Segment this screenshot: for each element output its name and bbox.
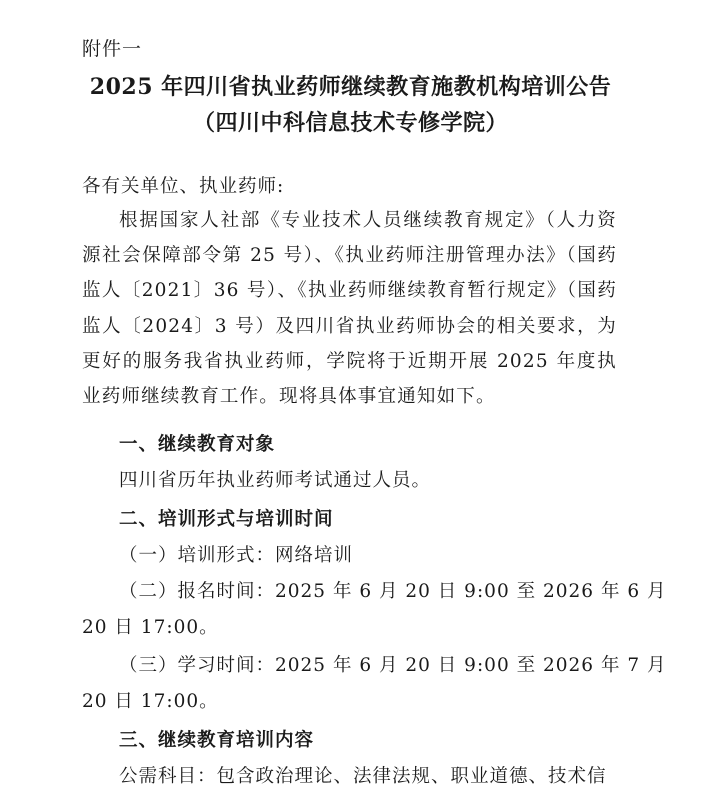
section-1-text: 四川省历年执业药师考试通过人员。 <box>119 470 432 491</box>
section-2-item-1: （一）培训形式：网络培训 <box>119 545 354 566</box>
salutation: 各有关单位、执业药师: <box>82 176 285 197</box>
section-3-text: 公需科目：包含政治理论、法律法规、职业道德、技术信 <box>119 766 607 787</box>
section-1-heading: 一、继续教育对象 <box>119 434 276 455</box>
document-title: 2025 年四川省执业药师继续教育施教机构培训公告 <box>89 74 612 100</box>
section-2-item-3-cont: 20 日 17:00。 <box>82 691 219 712</box>
section-2-heading: 二、培训形式与培训时间 <box>119 509 334 530</box>
section-2-item-3: （三）学习时间：2025 年 6 月 20 日 9:00 至 2026 年 7 月 <box>119 655 667 676</box>
section-3-heading: 三、继续教育培训内容 <box>119 730 315 751</box>
attachment-label: 附件一 <box>82 38 143 60</box>
document-subtitle: （四川中科信息技术专修学院） <box>192 110 508 136</box>
section-2-item-2: （二）报名时间：2025 年 6 月 20 日 9:00 至 2026 年 6 月 <box>119 581 667 602</box>
section-2-item-2-cont: 20 日 17:00。 <box>82 617 219 638</box>
intro-paragraph: 根据国家人社部《专业技术人员继续教育规定》（人力资源社会保障部令第 25 号）、《执业药师注册管理办法》（国药监人〔2021〕36 号）、《执业药师继续教育暂行规定》（国药监人〔2024〕3 号）及四川省执业药师协会的相关要求，为更好的服务我省执业药师，学院将于近期开展 2025 年度执业药师继续教育工作。现将具体事宜通知如下。 <box>82 210 617 408</box>
